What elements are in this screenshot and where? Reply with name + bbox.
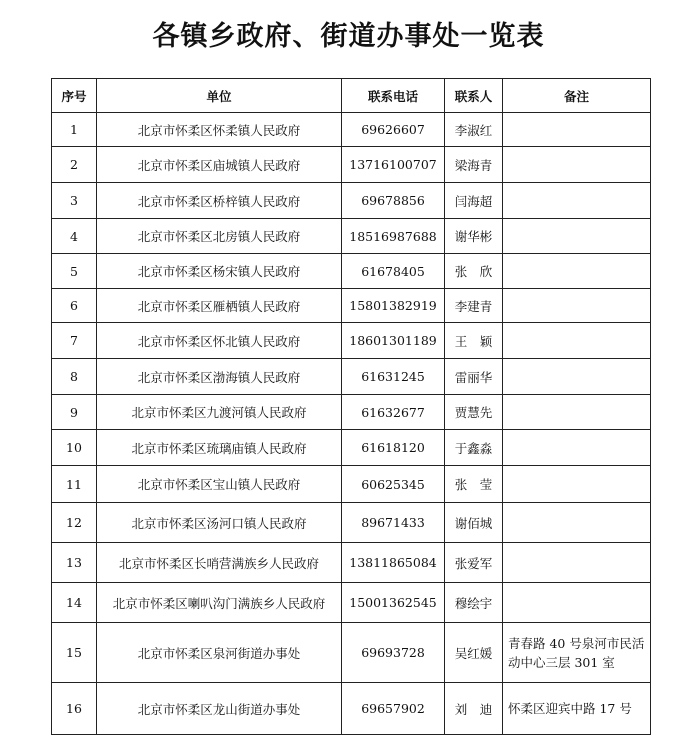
unit-name: 北京市怀柔区喇叭沟门满族乡人民政府 (97, 583, 342, 623)
header-contact: 联系人 (445, 79, 503, 113)
contact-person: 闫海超 (445, 183, 503, 219)
table-row (52, 254, 651, 289)
header-note: 备注 (503, 79, 651, 113)
unit-name: 北京市怀柔区龙山街道办事处 (97, 683, 342, 735)
phone-number: 69626607 (342, 113, 445, 147)
table-row (52, 543, 651, 583)
table-row (52, 147, 651, 183)
unit-name: 北京市怀柔区雁栖镇人民政府 (97, 289, 342, 323)
phone-number: 13716100707 (342, 147, 445, 183)
phone-number: 69678856 (342, 183, 445, 219)
phone-number: 61631245 (342, 359, 445, 395)
row-number: 14 (52, 583, 97, 623)
contact-person: 李建青 (445, 289, 503, 323)
unit-name: 北京市怀柔区汤河口镇人民政府 (97, 503, 342, 543)
phone-number: 89671433 (342, 503, 445, 543)
row-number: 7 (52, 323, 97, 359)
table-row (52, 219, 651, 254)
page-title: 各镇乡政府、街道办事处一览表 (152, 21, 545, 52)
contact-person: 李淑红 (445, 113, 503, 147)
table-row (52, 289, 651, 323)
contact-person: 雷丽华 (445, 359, 503, 395)
note (503, 183, 651, 219)
phone-number: 61618120 (342, 430, 445, 466)
contact-person: 刘 迪 (445, 683, 503, 735)
unit-name: 北京市怀柔区怀北镇人民政府 (97, 323, 342, 359)
table-body (52, 113, 651, 735)
contact-person: 张 莹 (445, 466, 503, 503)
note (503, 395, 651, 430)
table-row (52, 623, 651, 683)
phone-number: 13811865084 (342, 543, 445, 583)
note: 怀柔区迎宾中路 17 号 (503, 683, 651, 735)
table-row (52, 359, 651, 395)
note (503, 543, 651, 583)
phone-number: 60625345 (342, 466, 445, 503)
table-row (52, 683, 651, 735)
note (503, 254, 651, 289)
row-number: 12 (52, 503, 97, 543)
unit-name: 北京市怀柔区北房镇人民政府 (97, 219, 342, 254)
contact-person: 谢华彬 (445, 219, 503, 254)
unit-name: 北京市怀柔区泉河街道办事处 (97, 623, 342, 683)
contact-person: 于鑫淼 (445, 430, 503, 466)
phone-number: 61632677 (342, 395, 445, 430)
row-number: 1 (52, 113, 97, 147)
table-row (52, 583, 651, 623)
table-row (52, 183, 651, 219)
header-phone: 联系电话 (342, 79, 445, 113)
row-number: 6 (52, 289, 97, 323)
note (503, 323, 651, 359)
township-table (51, 78, 651, 735)
unit-name: 北京市怀柔区怀柔镇人民政府 (97, 113, 342, 147)
note: 青春路 40 号泉河市民活动中心三层 301 室 (503, 623, 651, 683)
phone-number: 18516987688 (342, 219, 445, 254)
row-number: 11 (52, 466, 97, 503)
row-number: 2 (52, 147, 97, 183)
phone-number: 61678405 (342, 254, 445, 289)
phone-number: 15001362545 (342, 583, 445, 623)
row-number: 10 (52, 430, 97, 466)
unit-name: 北京市怀柔区九渡河镇人民政府 (97, 395, 342, 430)
table-row (52, 113, 651, 147)
note (503, 430, 651, 466)
row-number: 13 (52, 543, 97, 583)
table-row (52, 466, 651, 503)
note (503, 359, 651, 395)
contact-person: 张 欣 (445, 254, 503, 289)
note (503, 113, 651, 147)
row-number: 3 (52, 183, 97, 219)
contact-person: 谢佰城 (445, 503, 503, 543)
unit-name: 北京市怀柔区长哨营满族乡人民政府 (97, 543, 342, 583)
note (503, 219, 651, 254)
table-row (52, 430, 651, 466)
unit-name: 北京市怀柔区宝山镇人民政府 (97, 466, 342, 503)
note (503, 147, 651, 183)
contact-person: 王 颖 (445, 323, 503, 359)
header-no: 序号 (52, 79, 97, 113)
contact-person: 梁海青 (445, 147, 503, 183)
row-number: 9 (52, 395, 97, 430)
phone-number: 18601301189 (342, 323, 445, 359)
unit-name: 北京市怀柔区琉璃庙镇人民政府 (97, 430, 342, 466)
row-number: 5 (52, 254, 97, 289)
unit-name: 北京市怀柔区庙城镇人民政府 (97, 147, 342, 183)
note (503, 289, 651, 323)
table-row (52, 395, 651, 430)
note (503, 583, 651, 623)
contact-person: 张爱军 (445, 543, 503, 583)
contact-person: 吴红媛 (445, 623, 503, 683)
unit-name: 北京市怀柔区渤海镇人民政府 (97, 359, 342, 395)
table-row (52, 503, 651, 543)
phone-number: 69657902 (342, 683, 445, 735)
row-number: 4 (52, 219, 97, 254)
row-number: 8 (52, 359, 97, 395)
contact-person: 穆绘宇 (445, 583, 503, 623)
table-header-row (52, 79, 651, 113)
note (503, 466, 651, 503)
unit-name: 北京市怀柔区杨宋镇人民政府 (97, 254, 342, 289)
header-unit: 单位 (97, 79, 342, 113)
contact-person: 贾慧先 (445, 395, 503, 430)
unit-name: 北京市怀柔区桥梓镇人民政府 (97, 183, 342, 219)
table-row (52, 323, 651, 359)
row-number: 15 (52, 623, 97, 683)
phone-number: 15801382919 (342, 289, 445, 323)
phone-number: 69693728 (342, 623, 445, 683)
row-number: 16 (52, 683, 97, 735)
note (503, 503, 651, 543)
